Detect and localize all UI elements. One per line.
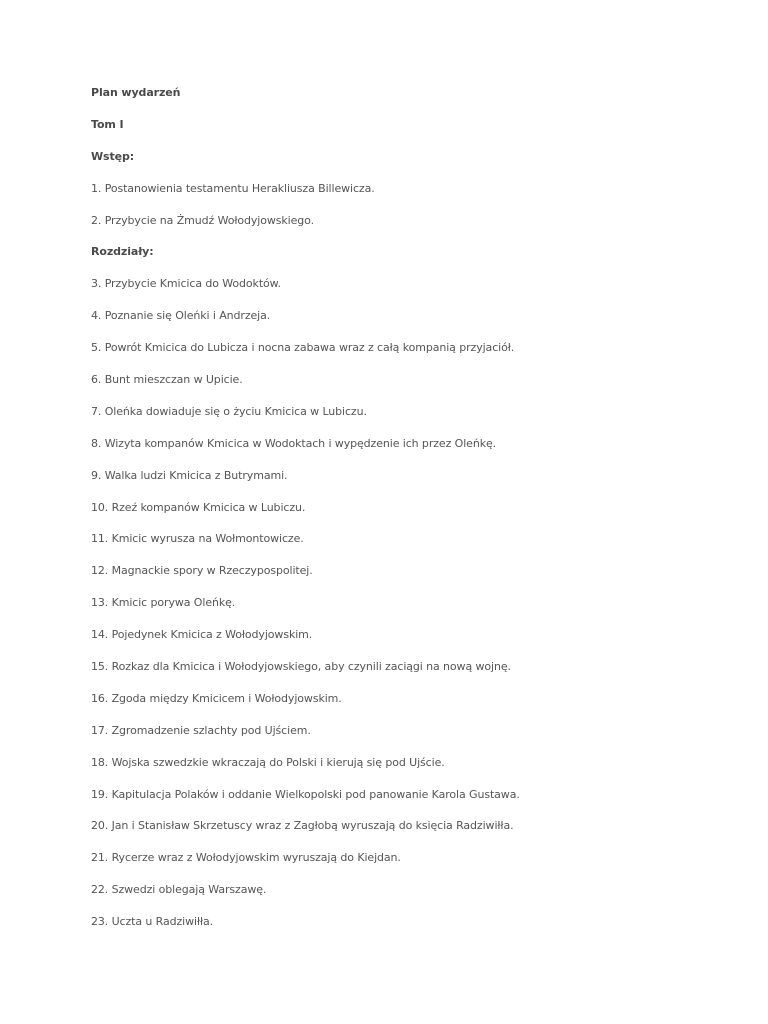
list-item-chapter-20: 20. Jan i Stanisław Skrzetuscy wraz z Zagłobą wyruszają do księcia Radziwiłła. <box>91 819 514 833</box>
list-item-chapter-10: 10. Rzeź kompanów Kmicica w Lubiczu. <box>91 500 306 514</box>
list-item-chapter-14: 14. Pojedynek Kmicica z Wołodyjowskim. <box>91 628 313 642</box>
list-item-chapter-6: 6. Bunt mieszczan w Upicie. <box>91 373 243 387</box>
list-item-chapter-4: 4. Poznanie się Oleńki i Andrzeja. <box>91 309 271 323</box>
list-item-chapter-19: 19. Kapitulacja Polaków i oddanie Wielkopolski pod panowanie Karola Gustawa. <box>91 787 520 801</box>
list-item-chapter-13: 13. Kmicic porywa Oleńkę. <box>91 596 236 610</box>
list-item-chapter-11: 11. Kmicic wyrusza na Wołmontowicze. <box>91 532 304 546</box>
list-item-intro-2: 2. Przybycie na Żmudź Wołodyjowskiego. <box>91 213 315 227</box>
list-item-intro-1: 1. Postanowienia testamentu Herakliusza Billewicza. <box>91 181 375 195</box>
list-item-chapter-7: 7. Oleńka dowiaduje się o życiu Kmicica w Lubiczu. <box>91 404 367 418</box>
list-item-chapter-22: 22. Szwedzi oblegają Warszawę. <box>91 883 267 897</box>
list-item-chapter-15: 15. Rozkaz dla Kmicica i Wołodyjowskiego, aby czynili zaciągi na nową wojnę. <box>91 660 511 674</box>
list-item-chapter-3: 3. Przybycie Kmicica do Wodoktów. <box>91 277 281 291</box>
document-page <box>91 86 731 947</box>
intro-heading: Wstęp: <box>91 149 135 163</box>
list-item-chapter-8: 8. Wizyta kompanów Kmicica w Wodoktach i wypędzenie ich przez Oleńkę. <box>91 436 497 450</box>
list-item-chapter-16: 16. Zgoda między Kmicicem i Wołodyjowskim. <box>91 691 342 705</box>
list-item-chapter-21: 21. Rycerze wraz z Wołodyjowskim wyruszają do Kiejdan. <box>91 851 401 865</box>
list-item-chapter-9: 9. Walka ludzi Kmicica z Butrymami. <box>91 468 288 482</box>
volume-heading: Tom I <box>91 117 124 131</box>
list-item-chapter-23: 23. Uczta u Radziwiłła. <box>91 915 214 929</box>
list-item-chapter-12: 12. Magnackie spory w Rzeczypospolitej. <box>91 564 313 578</box>
chapters-heading: Rozdziały: <box>91 245 154 259</box>
list-item-chapter-17: 17. Zgromadzenie szlachty pod Ujściem. <box>91 723 311 737</box>
list-item-chapter-18: 18. Wojska szwedzkie wkraczają do Polski i kierują się pod Ujście. <box>91 755 445 769</box>
list-item-chapter-5: 5. Powrót Kmicica do Lubicza i nocna zabawa wraz z całą kompanią przyjaciół. <box>91 341 515 355</box>
document-title: Plan wydarzeń <box>91 86 181 99</box>
